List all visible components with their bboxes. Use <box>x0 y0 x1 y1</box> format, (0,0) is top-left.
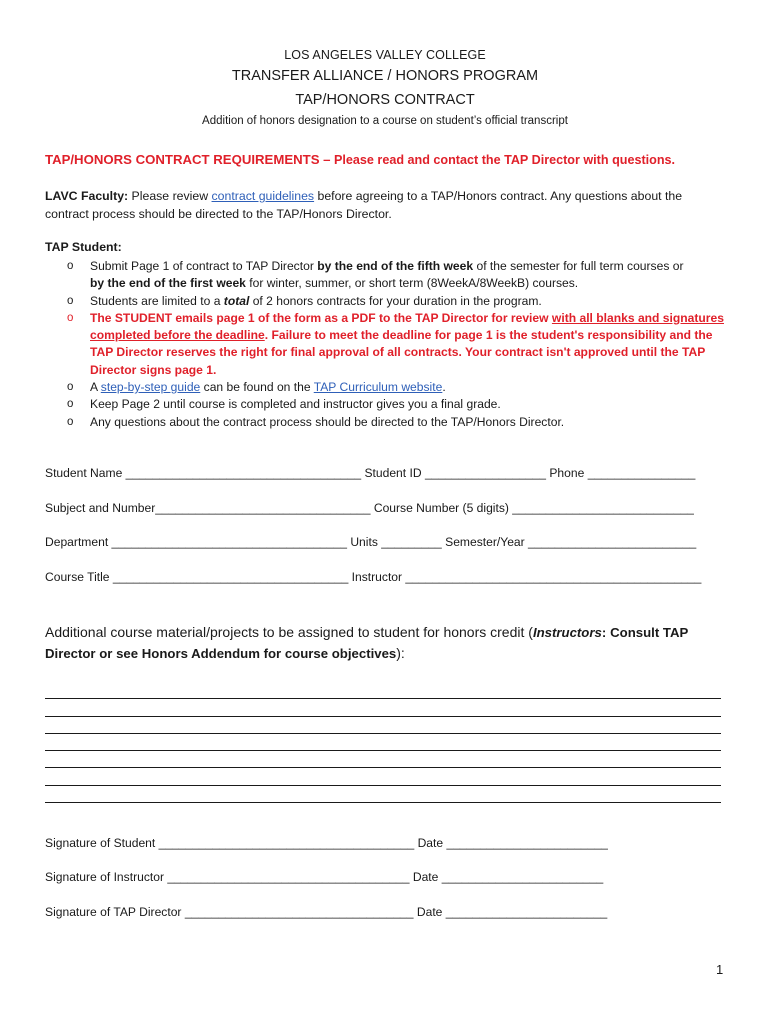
list-item-underlined: with all blanks and signatures <box>551 310 724 325</box>
list-item-text: . <box>442 380 446 395</box>
bullet-icon: o <box>67 311 74 324</box>
list-item-important <box>45 310 735 379</box>
list-item-text: Director signs page 1. <box>90 362 217 377</box>
tap-curriculum-website-link[interactable]: TAP Curriculum website <box>313 380 443 395</box>
list-item <box>45 414 735 431</box>
requirements-heading <box>45 152 735 167</box>
list-item <box>45 258 735 293</box>
blank-line[interactable] <box>45 682 721 699</box>
faculty-text: Please review <box>131 189 209 203</box>
list-item-emphasis: by the end of the fifth week <box>317 259 474 273</box>
student-requirements-list <box>45 258 735 431</box>
list-item-text: A <box>90 380 98 395</box>
list-item-emphasis: total <box>223 293 250 308</box>
requirements-note: Please read and contact the TAP Director with questions. <box>334 153 676 167</box>
student-signature-field[interactable]: Signature of Student ______________________________________ Date ________________________ <box>45 836 608 850</box>
blank-line[interactable] <box>45 751 721 768</box>
list-item <box>45 293 735 310</box>
list-item <box>45 379 735 396</box>
faculty-paragraph <box>45 187 725 223</box>
step-by-step-guide-link[interactable]: step-by-step guide <box>100 380 201 395</box>
prompt-text: Additional course material/projects to be assigned to student for honors credit ( <box>45 624 533 640</box>
list-item-text: of 2 honors contracts for your duration in the program. <box>252 293 542 308</box>
list-item-text: Students are limited to a <box>90 293 221 308</box>
bullet-icon: o <box>67 381 74 394</box>
prompt-emphasis: Instructors <box>532 625 602 640</box>
bullet-icon: o <box>67 294 74 307</box>
bullet-icon: o <box>67 260 74 272</box>
prompt-colon: : <box>601 625 607 640</box>
blank-line[interactable] <box>45 699 721 716</box>
list-item-text: The STUDENT emails page 1 of the form as a PDF to the TAP Director for review <box>90 310 549 325</box>
department-fields[interactable]: Department ___________________________________ Units _________ Semester/Year _________________________ <box>45 535 697 549</box>
blank-line[interactable] <box>45 717 721 734</box>
instructor-signature-field[interactable]: Signature of Instructor ____________________________________ Date ________________________ <box>45 870 604 884</box>
list-item-underlined: completed before the deadline <box>90 328 265 343</box>
additional-material-prompt <box>45 622 735 664</box>
blank-line[interactable] <box>45 734 721 751</box>
faculty-text: before agreeing to a TAP/Honors contract. Any questions about the <box>317 189 683 203</box>
program-name: TRANSFER ALLIANCE / HONORS PROGRAM <box>231 68 539 84</box>
additional-material-lines[interactable] <box>45 682 721 803</box>
list-item-text: for winter, summer, or short term (8WeekA/8WeekB) courses. <box>249 276 579 291</box>
requirements-title: TAP/HONORS CONTRACT REQUIREMENTS – <box>45 152 331 167</box>
blank-line[interactable] <box>45 768 721 785</box>
prompt-text: ): <box>396 645 405 661</box>
faculty-label: LAVC Faculty: <box>45 189 129 203</box>
tap-student-heading: TAP Student: <box>45 240 122 254</box>
list-item-text: TAP Director reserves the right for final approval of all contracts. Your contract isn't approved until the TAP <box>90 345 706 360</box>
contract-title: TAP/HONORS CONTRACT <box>295 92 475 108</box>
blank-line[interactable] <box>45 786 721 803</box>
contract-subtitle: Addition of honors designation to a course on student’s official transcript <box>202 115 568 127</box>
director-signature-field[interactable]: Signature of TAP Director __________________________________ Date ________________________ <box>45 905 608 919</box>
student-info-fields[interactable]: Student Name ___________________________________ Student ID __________________ Phone ________________ <box>45 466 696 480</box>
list-item-text: of the semester for full term courses or <box>476 259 684 273</box>
course-title-fields[interactable]: Course Title ___________________________________ Instructor ____________________________________________ <box>45 570 702 584</box>
college-name: LOS ANGELES VALLEY COLLEGE <box>284 48 486 62</box>
list-item-text: Submit Page 1 of contract to TAP Director <box>90 259 314 273</box>
list-item-text: Keep Page 2 until course is completed and instructor gives you a final grade. <box>90 397 501 412</box>
prompt-bold-text: Consult TAP Director or see Honors Addendum for course objectives <box>45 625 689 661</box>
bullet-icon: o <box>67 415 74 428</box>
course-subject-fields[interactable]: Subject and Number________________________________ Course Number (5 digits) ___________________________ <box>45 501 694 515</box>
list-item-text: can be found on the <box>203 380 311 395</box>
bullet-icon: o <box>67 398 74 411</box>
list-item-text: . Failure to meet the deadline for page 1 is the student's responsibility and the <box>264 328 713 343</box>
list-item-emphasis: by the end of the first week <box>90 276 246 291</box>
faculty-text: contract process should be directed to the TAP/Honors Director. <box>45 207 392 221</box>
page-number: 1 <box>716 962 724 977</box>
list-item-text: Any questions about the contract process should be directed to the TAP/Honors Director. <box>90 414 565 429</box>
contract-guidelines-link[interactable]: contract guidelines <box>211 189 315 203</box>
list-item <box>45 396 735 413</box>
